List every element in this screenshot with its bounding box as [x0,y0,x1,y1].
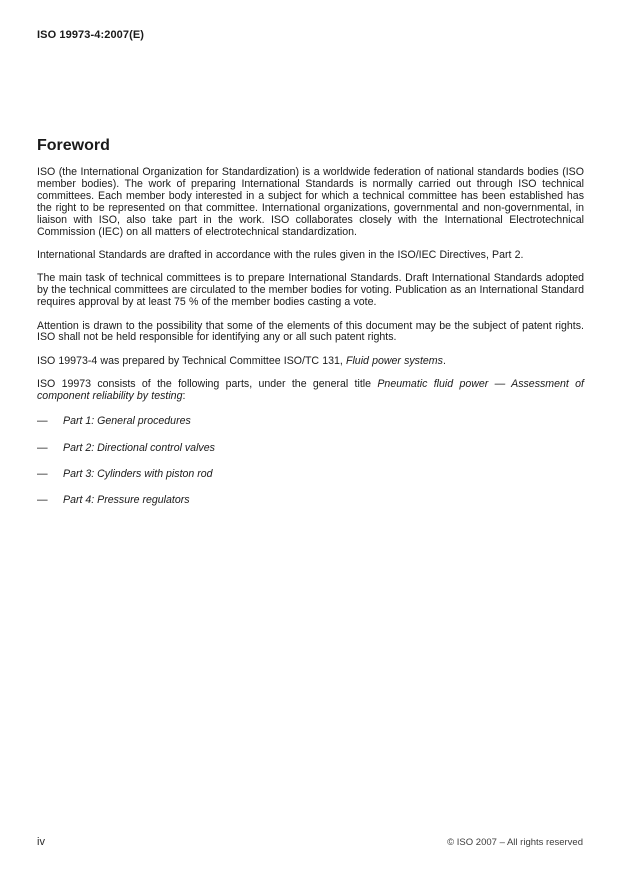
paragraph [37,379,584,403]
italic-text-segment: Pneumatic fluid power — Assessment of component reliability by testing [37,378,584,403]
text-segment: ISO (the International Organization for Standardization) is a worldwide federation of national standards bodies (ISO member bodies). The work of preparing International Standards is normally carried out through ISO technical committees. Each member body interested in a subject for which a technical committee has been established has the right to be represented on that committee. International organizations, governmental and non-governmental, in liaison with ISO, also take part in the work. ISO collaborates closely with the International Electrotechnical Commission (IEC) on all matters of electrotechnical standardization. [37,166,584,238]
text-segment: Attention is drawn to the possibility that some of the elements of this document may be the subject of patent rights. ISO shall not be held responsible for identifying any or all such patent rights. [37,319,584,344]
page-content [37,136,584,522]
list-item [37,443,584,455]
list-item [37,416,584,428]
page-header [37,29,144,41]
paragraph [37,273,584,309]
list-item [37,469,584,481]
text-segment: ISO 19973-4 was prepared by Technical Committee ISO/TC 131, [37,354,346,367]
page-footer [37,836,583,848]
paragraph [37,356,584,368]
text-segment: International Standards are drafted in accordance with the rules given in the ISO/IEC Directives, Part 2. [37,248,524,261]
text-segment: : [182,390,186,403]
text-segment: . [442,354,446,367]
part-label: Part 4: Pressure regulators [63,494,190,507]
parts-list [37,416,584,507]
text-segment: The main task of technical committees is to prepare International Standards. Draft International Standards adopted by the technical committees are circulated to the member bodies for voting. Publication as an International Standard requires approval by at least 75 % of the member bodies casting a vote. [37,272,584,309]
text-segment: ISO 19973 consists of the following parts, under the general title [37,378,378,391]
list-dash-marker: — [37,441,48,454]
list-dash-marker: — [37,415,48,428]
italic-text-segment: Fluid power systems [345,354,443,367]
page-number: iv [37,836,45,848]
paragraph [37,250,584,262]
part-label: Part 2: Directional control valves [63,441,215,454]
list-dash-marker: — [37,494,48,507]
part-label: Part 3: Cylinders with piston rod [63,467,213,480]
paragraph [37,321,584,345]
list-dash-marker: — [37,467,48,480]
copyright-notice: © ISO 2007 – All rights reserved [447,837,583,848]
foreword-paragraphs [37,167,584,403]
foreword-title: Foreword [37,137,110,154]
document-reference: ISO 19973-4:2007(E) [37,29,145,41]
part-label: Part 1: General procedures [63,415,191,428]
paragraph [37,167,584,238]
list-item [37,495,584,507]
